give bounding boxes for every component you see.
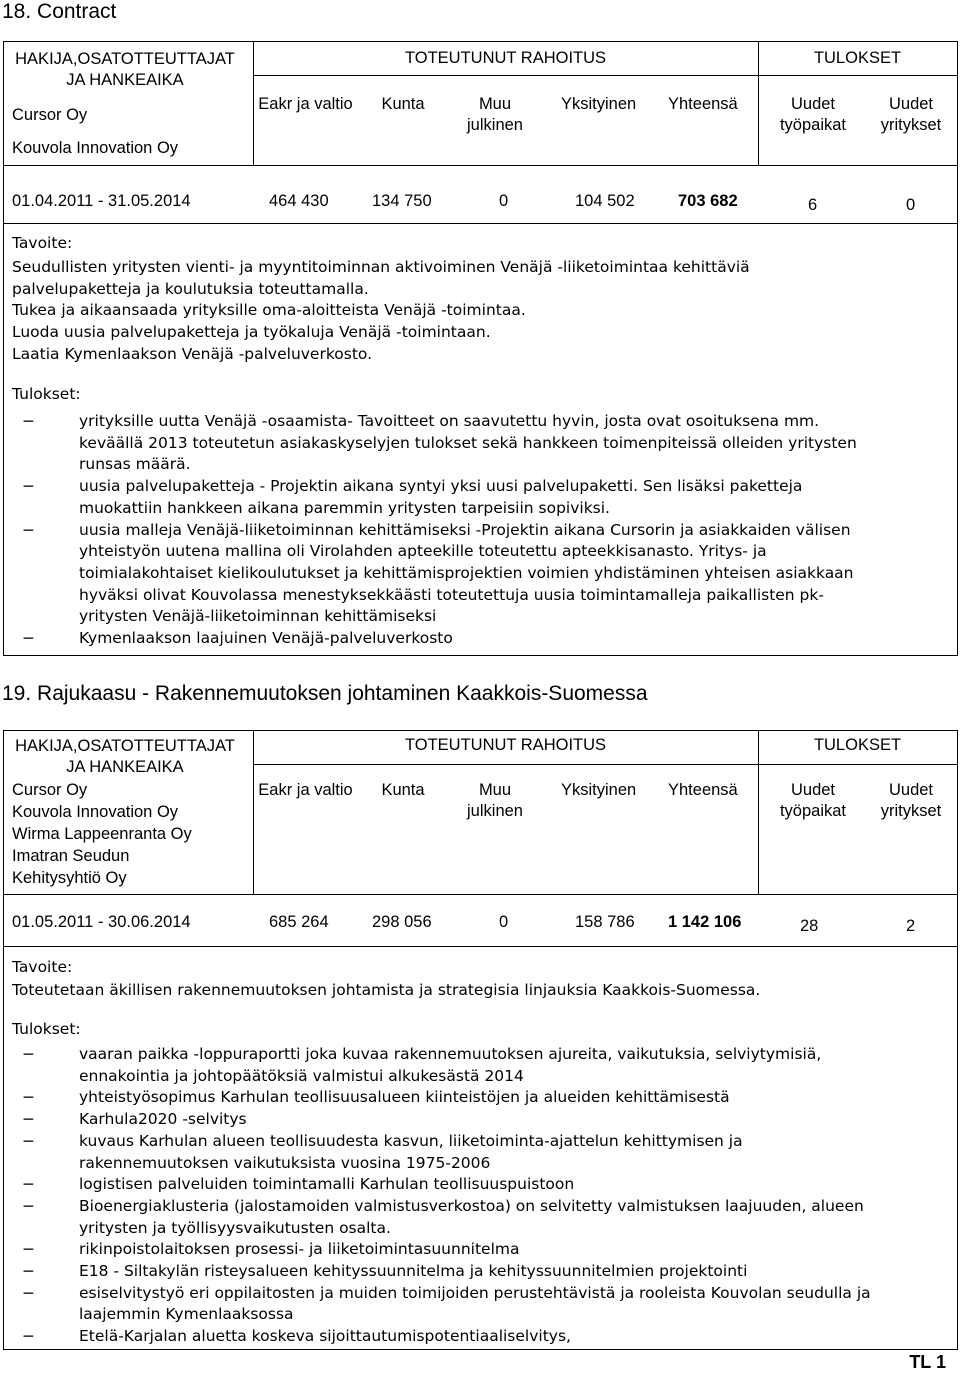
result-item [12,1109,952,1131]
applicants-header: HAKIJA,OSATOTTEUTTAJAT JA HANKEAIKA [15,737,235,776]
result-text: hyväksi olivat Kouvolassa menestyksekkäästi toteutettuja uusia toimintamalleja paikallisten pk- [79,585,824,604]
col-tyopaikat: Uudet työpaikat [779,781,847,820]
value-yhteensa: 703 682 [678,192,738,210]
result-text: E18 - Siltakylän risteysalueen kehityssuunnitelma ja kehityssuunnitelmien projektointi [79,1262,748,1281]
result-text: uusia malleja Venäjä-liiketoiminnan kehittämiseksi -Projektin aikana Cursorin ja asiakkaiden välisen [79,520,851,539]
goal-line: palvelupaketteja ja koulutuksia toteuttamalla. [12,279,369,298]
section-18-box [3,41,958,656]
result-item-continuation [12,1218,952,1240]
result-item [12,520,952,542]
result-text: rakennemuutoksen vaikutuksista vuosina 1975-2006 [79,1153,491,1172]
applicant-name: Wirma Lappeenranta Oy [12,825,192,843]
result-item-continuation [12,541,952,563]
value-muu: 0 [499,913,509,931]
period: 01.05.2011 - 30.06.2014 [12,913,191,931]
results-label: Tulokset: [12,385,81,403]
result-item-continuation [12,563,952,585]
result-item [12,1131,952,1153]
section-19-box [3,730,958,1350]
result-text: runsas määrä. [79,455,191,474]
result-text: uusia palvelupaketteja - Projektin aikana syntyi yksi uusi palvelupaketti. Sen lisäksi paketteja [79,477,803,496]
value-kunta: 134 750 [372,192,432,210]
value-tyopaikat: 28 [800,917,819,935]
goal-line: Laatia Kymenlaakson Venäjä -palveluverkosto. [12,344,373,363]
result-item [12,1326,952,1348]
value-yksityinen: 158 786 [575,913,635,931]
value-muu: 0 [499,192,509,210]
value-yritykset: 0 [906,196,916,214]
col-yritykset: Uudet yritykset [880,95,942,134]
applicant-name: Kouvola Innovation Oy [12,803,179,821]
dash-bullet: − [22,1175,35,1194]
value-yhteensa: 1 142 106 [668,913,742,931]
result-text: yrityksille uutta Venäjä -osaamista- Tavoitteet on saavutettu hyvin, josta ovat osoituksena mm. [79,412,820,430]
results-list [12,1044,952,1348]
applicant-name: Imatran Seudun [12,847,130,865]
col-muu: Muu julkinen [467,95,523,134]
dash-bullet: − [22,1088,35,1107]
applicant-name: Cursor Oy [12,781,88,799]
results-header: TULOKSET [813,736,902,754]
value-kunta: 298 056 [372,913,432,931]
result-text: yhteistyön uutena mallina oli Virolahden apteekille toteutettu apteekkisanasto. Yritys- ja [79,542,767,561]
result-text: ennakointia ja johtopäätöksiä valmistui alkukesästä 2014 [79,1066,524,1085]
result-text: rikinpoistolaitoksen prosessi- ja liiketoimintasuunnitelma [79,1240,520,1259]
result-text: Karhula2020 -selvitys [79,1110,247,1129]
goal-line: Toteutetaan äkillisen rakennemuutoksen johtamista ja strategisia linjauksia Kaakkois-Suomessa. [12,981,761,999]
results-label: Tulokset: [12,1020,81,1038]
col-eakr: Eakr ja valtio [258,95,353,113]
dash-bullet: − [22,629,35,648]
col-yritykset: Uudet yritykset [880,781,942,820]
col-kunta: Kunta [381,781,425,799]
result-text: muokattiin hankkeen aikana paremmin yritysten tarpeisiin sopiviksi. [79,498,610,517]
result-item-continuation [12,1066,952,1088]
result-item [12,476,952,498]
dash-bullet: − [22,1327,35,1346]
dash-bullet: − [22,520,35,539]
result-item-continuation [12,498,952,520]
col-yksityinen: Yksityinen [561,781,637,799]
result-text: logistisen palveluiden toimintamalli Karhulan teollisuuspuistoon [79,1175,575,1194]
page-footer-mark: TL 1 [909,1352,946,1372]
result-item [12,1174,952,1196]
dash-bullet: − [22,412,35,430]
funding-header: TOTEUTUNUT RAHOITUS [404,49,607,67]
goal-label: Tavoite: [12,958,73,976]
result-text: yritysten Venäjä-liiketoiminnan kehittämiseksi [79,607,437,626]
result-item-continuation [12,1304,952,1326]
result-item-continuation [12,454,952,476]
goal-line: Tukea ja aikaansaada yrityksille oma-aloitteista Venäjä -toimintaa. [12,301,526,320]
result-item [12,1087,952,1109]
result-item [12,411,952,433]
dash-bullet: − [22,1196,35,1215]
result-text: vaaran paikka -loppuraportti joka kuvaa rakennemuutoksen ajureita, vaikutuksia, selviytymisiä, [79,1045,822,1063]
col-eakr: Eakr ja valtio [258,781,353,799]
col-yhteensa: Yhteensä [668,781,738,799]
goal-line: Luoda uusia palvelupaketteja ja työkaluja Venäjä -toimintaan. [12,323,491,342]
dash-bullet: − [22,1110,35,1129]
dash-bullet: − [22,1131,35,1150]
value-yritykset: 2 [906,917,916,935]
section-19-heading: 19. Rajukaasu - Rakennemuutoksen johtaminen Kaakkois-Suomessa [2,682,648,705]
applicant-name: Kehitysyhtiö Oy [12,869,127,887]
result-item [12,1196,952,1218]
goal-text [12,980,952,1002]
value-eakr: 464 430 [269,192,329,210]
result-item-continuation [12,433,952,455]
results-list [12,411,952,650]
result-text: Kymenlaakson laajuinen Venäjä-palveluverkosto [79,629,453,648]
results-header: TULOKSET [813,49,902,67]
result-text: toimialakohtaiset kielikoulutukset ja kehittämisprojektien voimien yhdistäminen yhteisen asiakkaan [79,563,854,582]
result-item [12,1239,952,1261]
value-tyopaikat: 6 [808,196,818,214]
goal-text [12,257,952,366]
result-text: Etelä-Karjalan aluetta koskeva sijoittautumispotentiaaliselvitys, [79,1327,571,1346]
result-item [12,1261,952,1283]
result-text: kuvaus Karhulan alueen teollisuudesta kasvun, liiketoiminta-ajattelun kehittymisen ja [79,1131,743,1150]
period: 01.04.2011 - 31.05.2014 [12,192,191,210]
col-kunta: Kunta [381,95,425,113]
col-muu: Muu julkinen [467,781,523,820]
value-eakr: 685 264 [269,913,329,931]
applicant-name: Cursor Oy [12,106,88,124]
goal-line: Seudullisten yritysten vienti- ja myyntitoiminnan aktivoiminen Venäjä -liiketoimintaa kehittäviä [12,258,750,276]
result-item [12,628,952,650]
result-item-continuation [12,606,952,628]
result-item [12,1044,952,1066]
applicants-header: HAKIJA,OSATOTTEUTTAJAT JA HANKEAIKA [15,50,235,89]
result-text: laajemmin Kymenlaaksossa [79,1305,294,1324]
result-text: Bioenergiaklusteria (jalostamoiden valmistusverkostoa) on selvitetty valmistuksen laajuuden, alueen [79,1196,864,1215]
applicant-name: Kouvola Innovation Oy [12,139,179,157]
result-text: keväällä 2013 toteutetun asiakaskyselyjen tulokset sekä hankkeen toimenpiteissä olleiden yritysten [79,433,857,452]
result-text: yritysten ja työllisyysvaikutusten osalta. [79,1218,391,1237]
goal-label: Tavoite: [12,234,73,252]
result-item [12,1283,952,1305]
result-text: yhteistyösopimus Karhulan teollisuusalueen kiinteistöjen ja alueiden kehittämisestä [79,1088,730,1107]
value-yksityinen: 104 502 [575,192,635,210]
dash-bullet: − [22,477,35,496]
dash-bullet: − [22,1283,35,1302]
funding-header: TOTEUTUNUT RAHOITUS [404,736,607,754]
result-item-continuation [12,585,952,607]
dash-bullet: − [22,1240,35,1259]
result-item-continuation [12,1153,952,1175]
col-tyopaikat: Uudet työpaikat [779,95,847,134]
result-text: esiselvitystyö eri oppilaitosten ja muiden toimijoiden perustehtävistä ja rooleista Kouvolan seudulla ja [79,1283,871,1302]
dash-bullet: − [22,1262,35,1281]
section-18-heading: 18. Contract [2,0,117,23]
dash-bullet: − [22,1045,35,1063]
col-yksityinen: Yksityinen [561,95,637,113]
col-yhteensa: Yhteensä [668,95,738,113]
